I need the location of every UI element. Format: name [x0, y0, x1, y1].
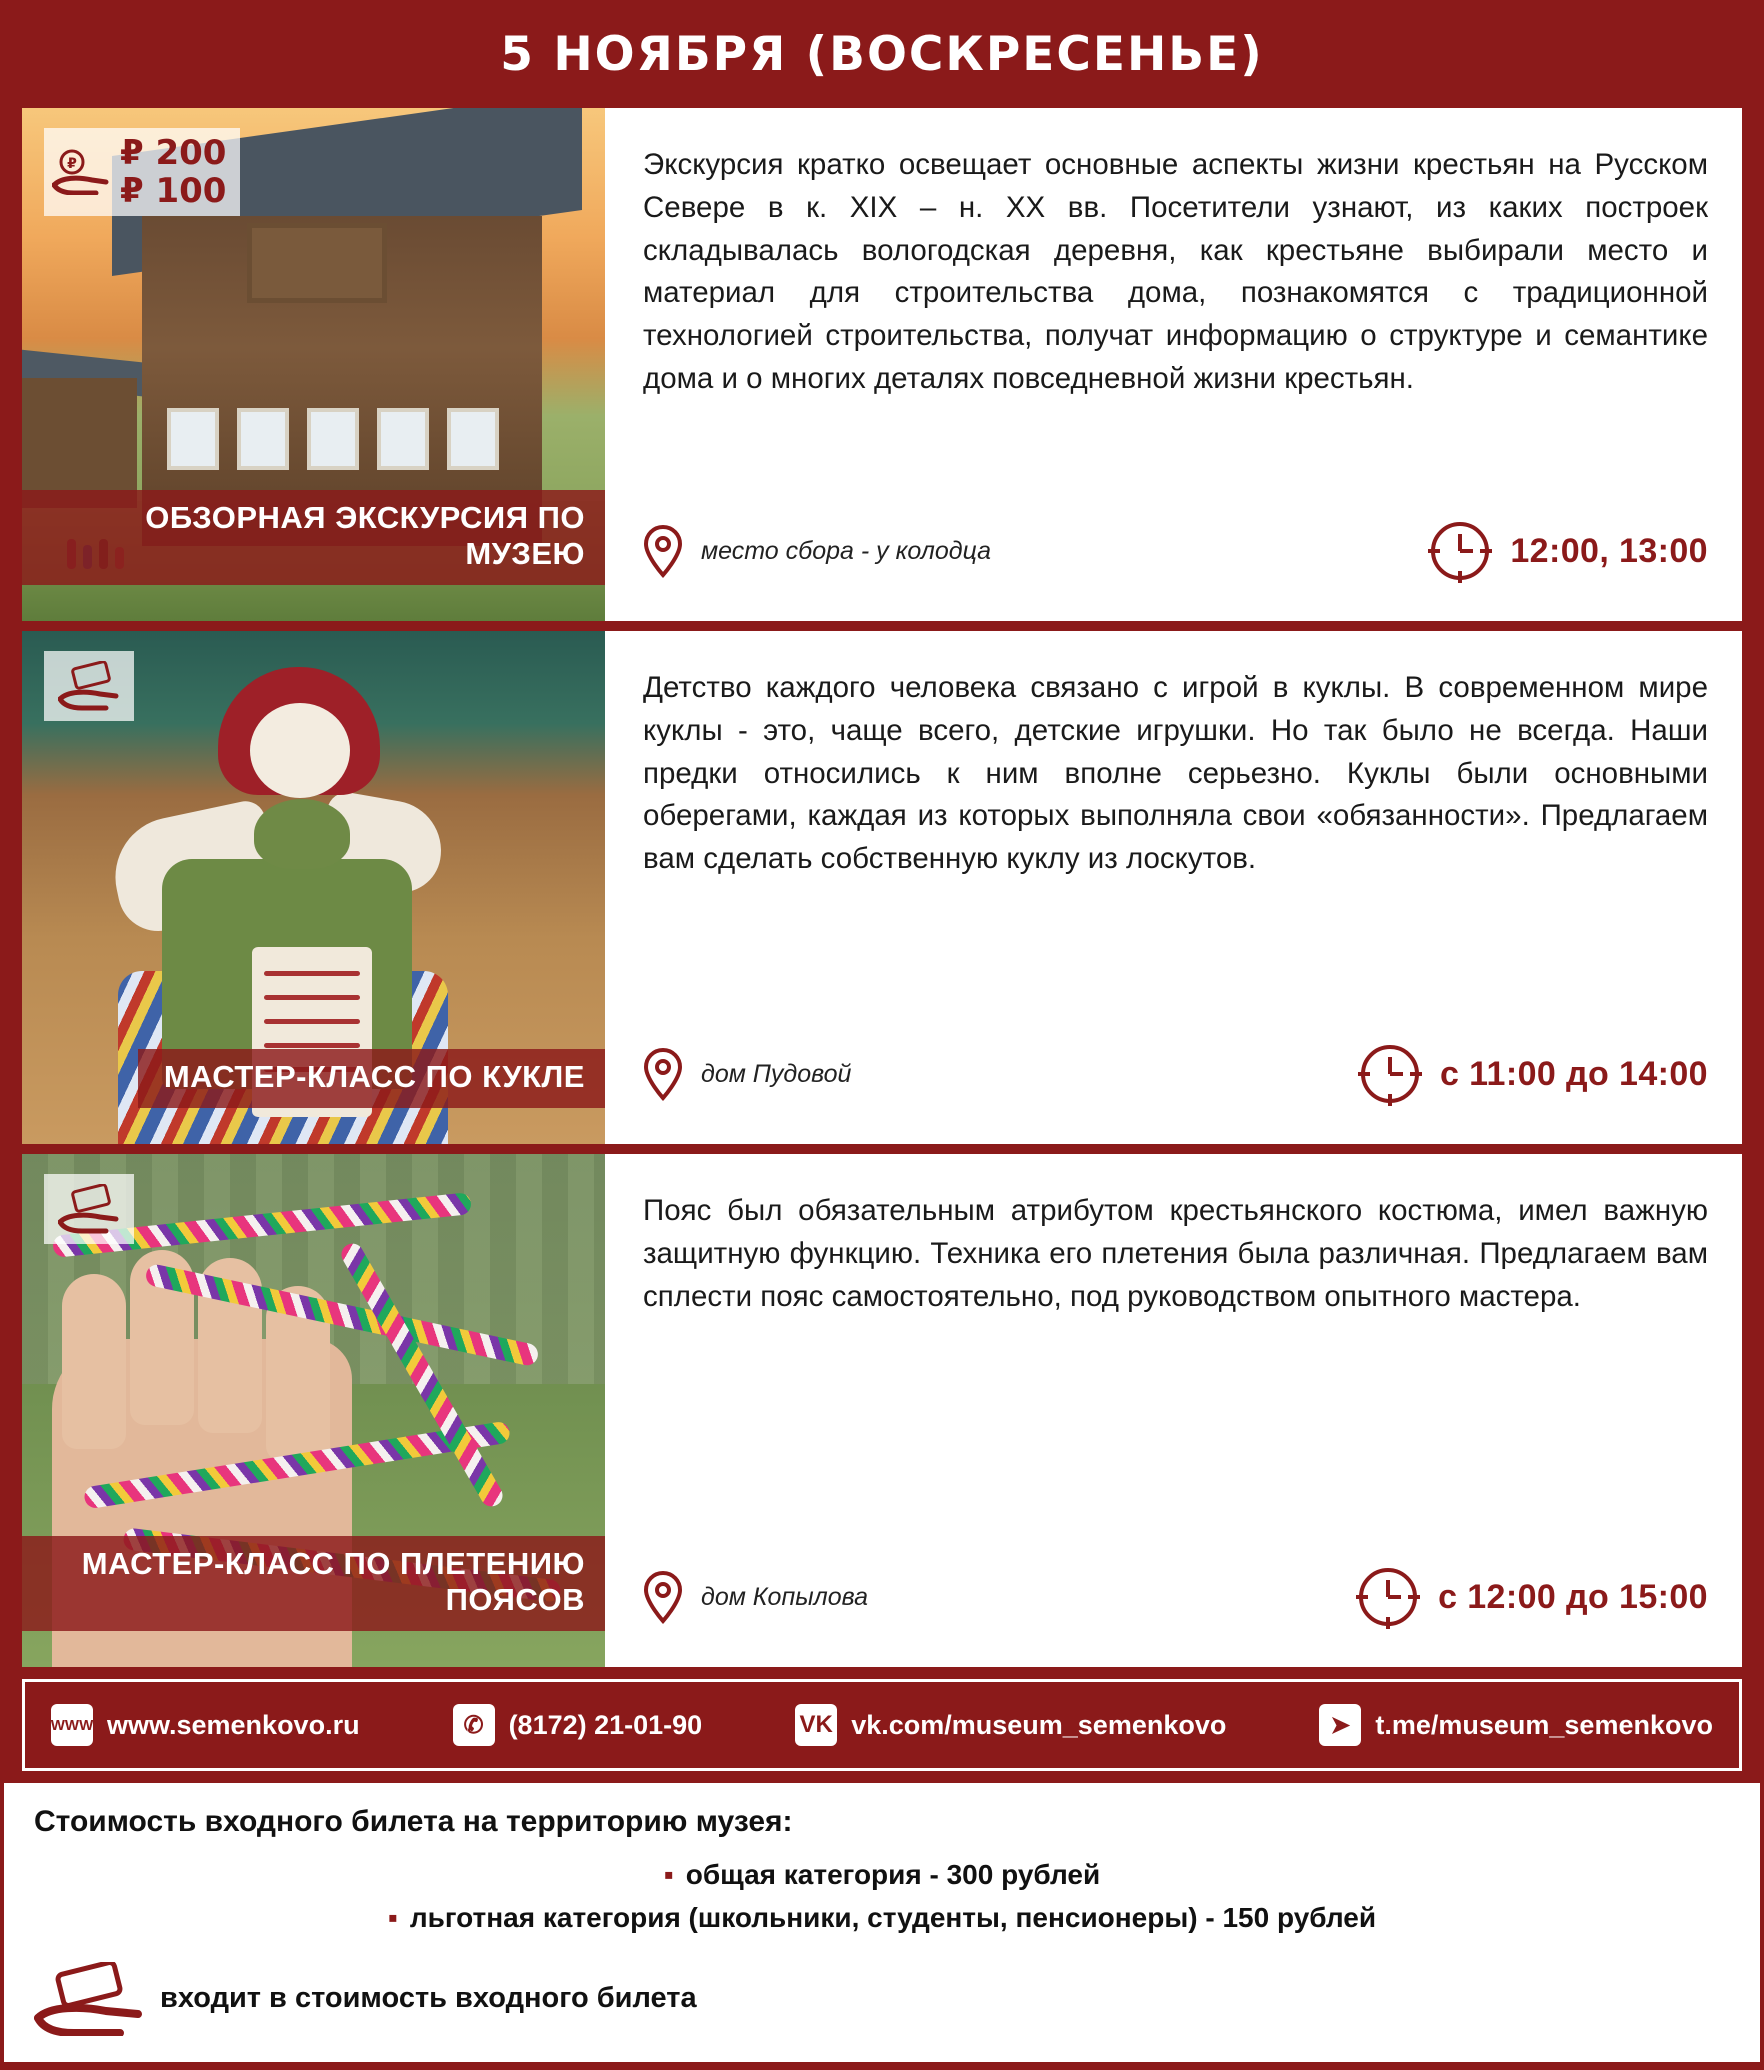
- events-list: [0, 108, 1764, 1667]
- event-meta: [643, 1565, 1708, 1629]
- hand-ticket-icon: [34, 1962, 144, 2036]
- contacts-bar: [22, 1679, 1742, 1771]
- window: [167, 408, 219, 470]
- phone-icon: ✆: [453, 1704, 495, 1746]
- event-row: [22, 631, 1742, 1144]
- time-text: с 12:00 до 15:00: [1438, 1577, 1708, 1616]
- place-text: место сбора - у колодца: [701, 536, 992, 565]
- location-pin-icon: [643, 1047, 683, 1101]
- vk-icon: VK: [795, 1704, 837, 1746]
- contact-phone-label: (8172) 21-01-90: [508, 1709, 703, 1740]
- event-thumbnail-excursion: [22, 108, 605, 621]
- event-place: [643, 524, 991, 578]
- ticket-badge: [44, 1174, 134, 1244]
- event-row: [22, 1154, 1742, 1667]
- event-meta: [643, 519, 1708, 583]
- telegram-icon: ➤: [1319, 1704, 1361, 1746]
- event-content: [605, 1154, 1742, 1667]
- event-thumbnail-doll: [22, 631, 605, 1144]
- event-meta: [643, 1042, 1708, 1106]
- time-text: 12:00, 13:00: [1510, 531, 1708, 570]
- event-time: [1358, 1042, 1708, 1106]
- event-time: [1428, 519, 1708, 583]
- barn: [22, 378, 137, 508]
- contact-vk[interactable]: [795, 1704, 1226, 1746]
- event-time: [1356, 1565, 1708, 1629]
- window: [237, 408, 289, 470]
- contact-vk-label: vk.com/museum_semenkovo: [851, 1709, 1227, 1740]
- finger: [62, 1274, 126, 1449]
- contact-website[interactable]: [51, 1704, 360, 1746]
- page-title: 5 НОЯБРЯ (ВОСКРЕСЕНЬЕ): [500, 26, 1264, 82]
- location-pin-icon: [643, 524, 683, 578]
- place-text: дом Пудовой: [701, 1059, 852, 1088]
- contact-website-label: www.semenkovo.ru: [107, 1709, 360, 1740]
- price-badge: [44, 128, 240, 216]
- doll-face: [250, 703, 350, 798]
- window: [307, 408, 359, 470]
- event-content: [605, 108, 1742, 621]
- hand-ruble-icon: [52, 149, 110, 195]
- clock-icon: [1358, 1042, 1422, 1106]
- window: [377, 408, 429, 470]
- clock-icon: [1428, 519, 1492, 583]
- contact-telegram-label: t.me/museum_semenkovo: [1375, 1709, 1713, 1740]
- footer-note-text: входит в стоимость входного билета: [160, 1982, 697, 2015]
- ticket-badge: [44, 651, 134, 721]
- doll-neck: [254, 799, 350, 869]
- poster-header: [0, 0, 1764, 108]
- event-description: Экскурсия кратко освещает основные аспекты жизни крестьян на Русском Севере в к. XIX – н. XX вв. Посетители узнают, из каких построек складывалась вологодская деревня, как крестьяне выбирали место и материал для строительства дома, познакомятся с традиционной технологией строительства, получат информацию о структуре и семантике дома и о многих деталях повседневной жизни крестьян.: [643, 148, 1708, 395]
- time-text: с 11:00 до 14:00: [1439, 1054, 1708, 1093]
- balcony: [247, 223, 387, 303]
- clock-icon: [1356, 1565, 1420, 1629]
- globe-icon: WWW: [51, 1704, 93, 1746]
- location-pin-icon: [643, 1570, 683, 1624]
- price-full: ₽ 200: [120, 133, 227, 173]
- list-item: ▪ общая категория - 300 рублей: [34, 1853, 1730, 1896]
- event-content: [605, 631, 1742, 1144]
- hand-ticket-icon: [58, 661, 120, 711]
- event-caption: МАСТЕР-КЛАСС ПО КУКЛЕ: [138, 1049, 605, 1108]
- event-thumbnail-belt: [22, 1154, 605, 1667]
- footer-title: Стоимость входного билета на территорию музея:: [34, 1805, 793, 1838]
- event-caption: ОБЗОРНАЯ ЭКСКУРСИЯ ПО МУЗЕЮ: [22, 490, 605, 585]
- footer-prices: [4, 1783, 1760, 2062]
- place-text: дом Копылова: [701, 1582, 869, 1611]
- price-amounts: [120, 134, 226, 210]
- event-place: [643, 1047, 851, 1101]
- price-reduced: ₽ 100: [120, 171, 227, 212]
- contact-phone[interactable]: [453, 1704, 703, 1746]
- list-item: ▪ льготная категория (школьники, студенты, пенсионеры) - 150 рублей: [34, 1896, 1730, 1939]
- event-description: Пояс был обязательным атрибутом крестьянского костюма, имел важную защитную функцию. Техника его плетения была различная. Предлагаем вам сплести пояс самостоятельно, под руководством опытного мастера.: [643, 1194, 1708, 1313]
- event-caption: МАСТЕР-КЛАСС ПО ПЛЕТЕНИЮ ПОЯСОВ: [22, 1536, 605, 1631]
- event-place: [643, 1570, 868, 1624]
- window: [447, 408, 499, 470]
- hand-ticket-icon: [58, 1184, 120, 1234]
- contact-telegram[interactable]: [1319, 1704, 1713, 1746]
- footer-price-list: [34, 1853, 1730, 1940]
- svg-text:₽: ₽: [67, 156, 77, 173]
- footer-note: [34, 1962, 1730, 2036]
- event-row: [22, 108, 1742, 621]
- event-description: Детство каждого человека связано с игрой в куклы. В современном мире куклы - это, чаще всего, детские игрушки. Но так было не всегда. Наши предки относились к ним вполне серьезно. Куклы были основными оберегами, каждая из которых выполняла свои «обязанности». Предлагаем вам сделать собственную куклу из лоскутов.: [643, 671, 1708, 876]
